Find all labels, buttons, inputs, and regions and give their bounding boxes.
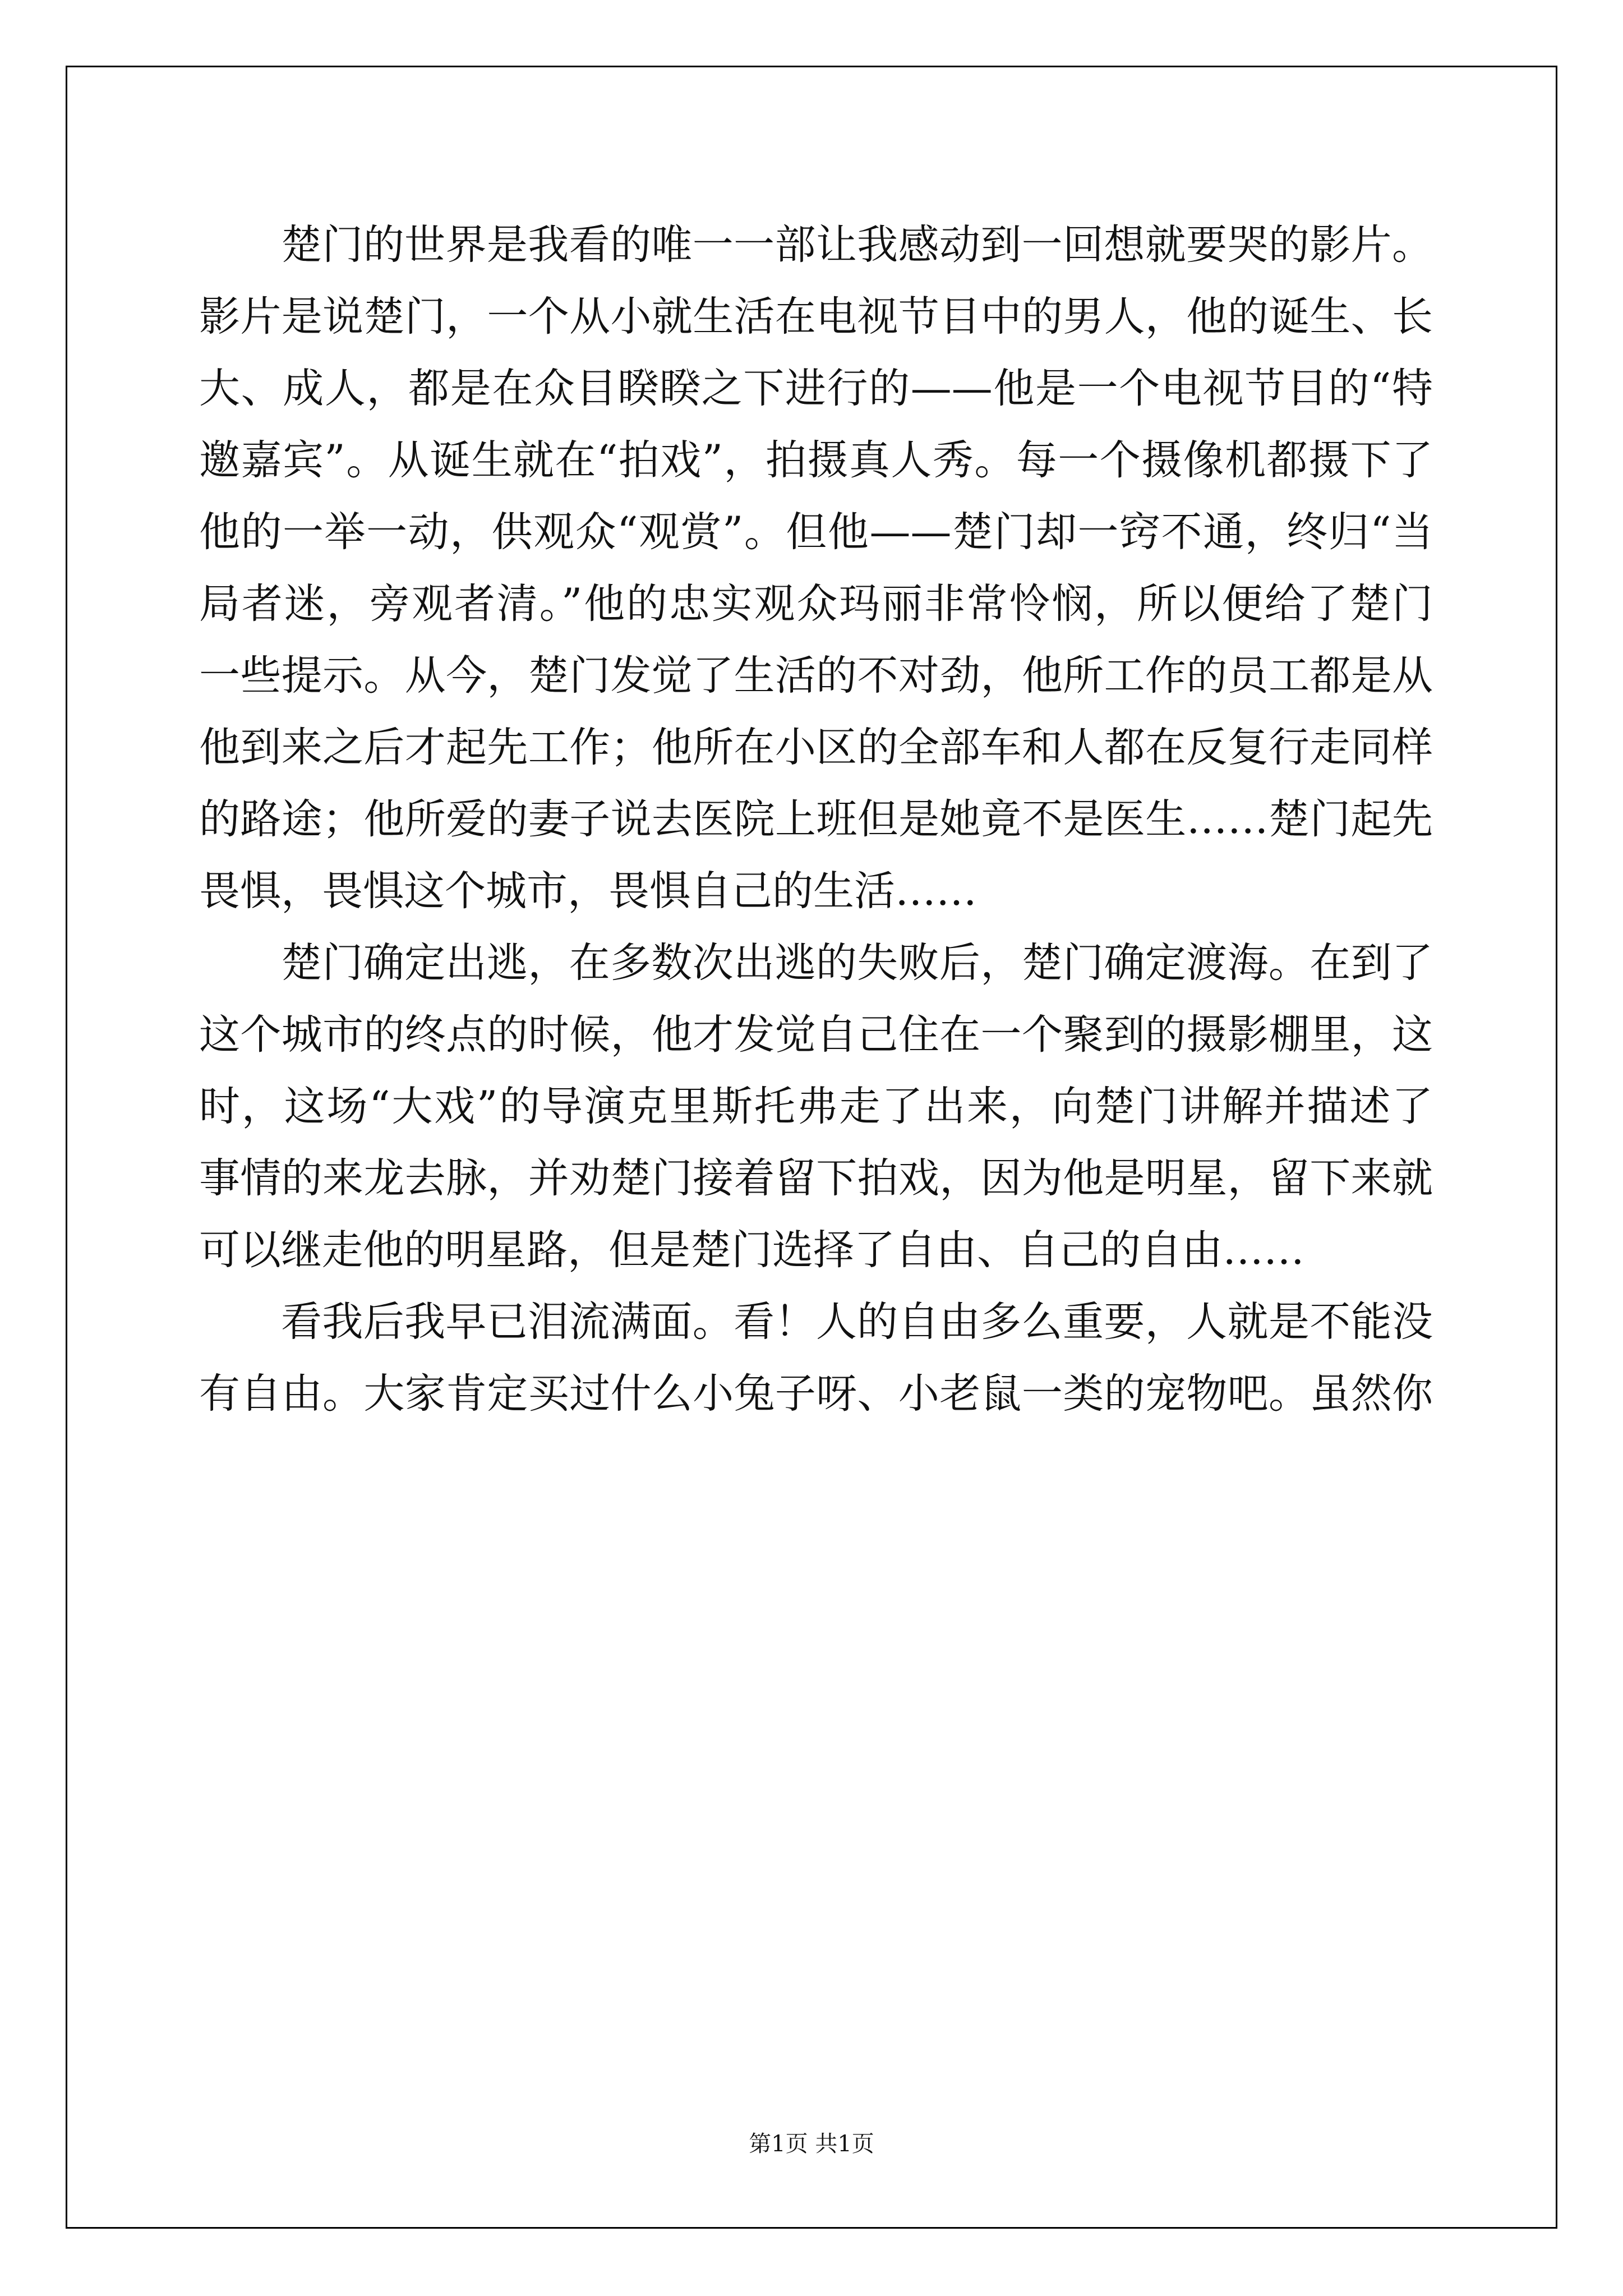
paragraph-2-line-1: 楚门确定出逃，在多数次出逃的失败后，楚门确定渡海。在到了 <box>281 939 1433 987</box>
paragraph-1-line-8: 他到来之后才起先工作；他所在小区的全部车和人都在反复行走同样 <box>199 724 1433 771</box>
paragraph-1-line-7: 一些提示。从今，楚门发觉了生活的不对劲，他所工作的员工都是从 <box>199 652 1433 700</box>
paragraph-1-line-6: 局者迷，旁观者清。”他的忠实观众玛丽非常怜悯，所以便给了楚门 <box>199 580 1433 628</box>
paragraph-3-line-1: 看我后我早已泪流满面。看！人的自由多么重要，人就是不能没 <box>281 1298 1433 1346</box>
paragraph-1-line-1: 楚门的世界是我看的唯一一部让我感动到一回想就要哭的影片。 <box>281 221 1433 269</box>
paragraph-1-line-9: 的路途；他所爱的妻子说去医院上班但是她竟不是医生……楚门起先 <box>199 795 1433 843</box>
paragraph-1-line-2: 影片是说楚门，一个从小就生活在电视节目中的男人，他的诞生、长 <box>199 293 1433 341</box>
paragraph-1-line-3: 大、成人，都是在众目睽睽之下进行的——他是一个电视节目的“特 <box>199 365 1433 412</box>
paragraph-2-line-3: 时，这场“大戏”的导演克里斯托弗走了出来，向楚门讲解并描述了 <box>199 1083 1433 1130</box>
page-number-footer: 第1页 共1页 <box>749 2131 874 2157</box>
paragraph-1-line-10: 畏惧，畏惧这个城市，畏惧自己的生活…… <box>199 867 977 915</box>
paragraph-3-line-2: 有自由。大家肯定买过什么小兔子呀、小老鼠一类的宠物吧。虽然你 <box>199 1370 1433 1418</box>
paragraph-2-line-4: 事情的来龙去脉，并劝楚门接着留下拍戏，因为他是明星，留下来就 <box>199 1154 1433 1202</box>
paragraph-2-line-2: 这个城市的终点的时候，他才发觉自己住在一个聚到的摄影棚里，这 <box>199 1011 1433 1059</box>
document-body <box>199 209 1433 1430</box>
paragraph-2-line-5: 可以继走他的明星路，但是楚门选择了自由、自己的自由…… <box>199 1226 1304 1274</box>
paragraph-1-line-4: 邀嘉宾”。从诞生就在“拍戏”，拍摄真人秀。每一个摄像机都摄下了 <box>199 436 1433 484</box>
paragraph-1-line-5: 他的一举一动，供观众“观赏”。但他——楚门却一窍不通，终归“当 <box>199 508 1433 556</box>
